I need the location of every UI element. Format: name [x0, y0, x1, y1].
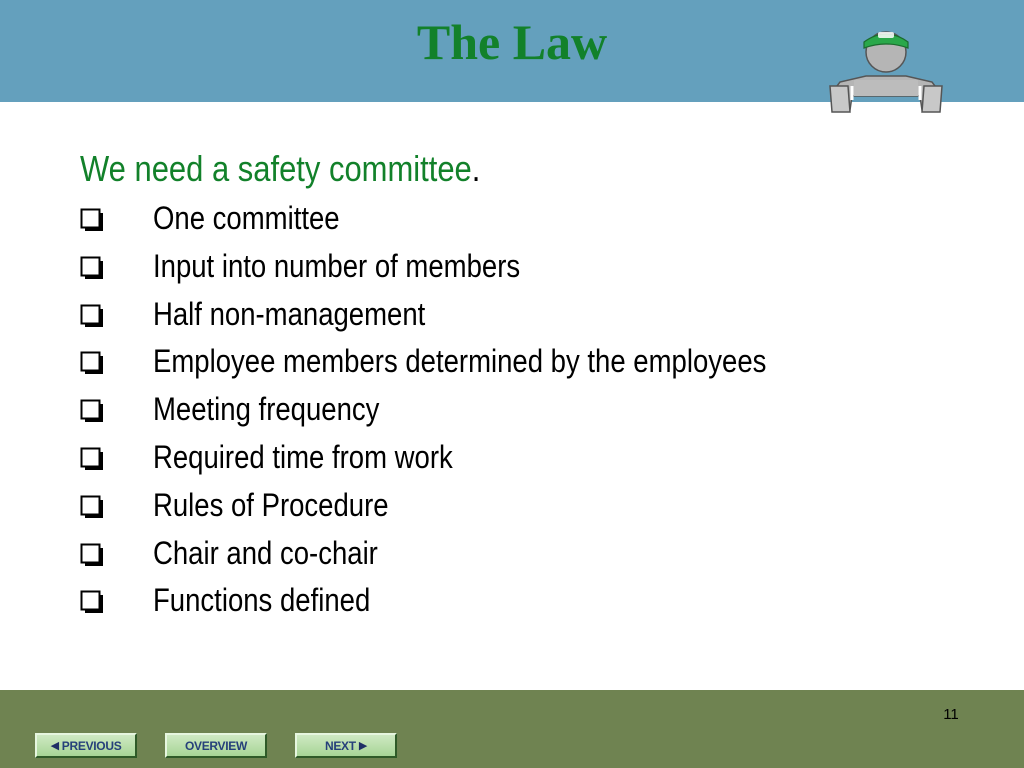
footer-bar	[0, 690, 1024, 768]
list-item	[80, 337, 960, 385]
list-item	[80, 194, 960, 242]
bullet-text: Input into number of members	[153, 247, 521, 284]
checkbox-icon	[80, 351, 104, 375]
worker-with-visor-icon	[826, 20, 946, 116]
slide-title: The Law	[416, 14, 608, 70]
bullet-text: Half non-management	[153, 295, 426, 332]
list-item	[80, 433, 960, 481]
checkbox-icon	[80, 256, 104, 280]
bullet-text: Required time from work	[153, 438, 453, 475]
overview-label: OVERVIEW	[184, 738, 248, 753]
bullet-text: One committee	[153, 200, 340, 236]
next-button[interactable]	[295, 733, 397, 758]
checkbox-icon	[80, 208, 104, 232]
header-bar	[0, 0, 1024, 102]
slide-heading	[80, 144, 837, 194]
list-item	[80, 290, 960, 338]
bullet-text: Employee members determined by the employees	[153, 343, 767, 380]
previous-label: PREVIOUS	[61, 738, 122, 753]
list-item	[80, 385, 960, 433]
left-arrow-icon: ◀	[50, 740, 59, 752]
bullet-text: Functions defined	[153, 582, 371, 619]
page-number: 11	[943, 706, 959, 723]
checkbox-icon	[80, 399, 104, 423]
checkbox-icon	[80, 447, 104, 471]
bullet-list	[80, 194, 960, 624]
bullet-text: Chair and co-chair	[153, 534, 378, 571]
heading-text: We need a safety committee	[80, 148, 472, 189]
bullet-text: Rules of Procedure	[153, 486, 389, 523]
checkbox-icon	[80, 495, 104, 519]
checkbox-icon	[80, 543, 104, 567]
list-item	[80, 481, 960, 529]
heading-period: .	[471, 148, 481, 189]
overview-button[interactable]	[165, 733, 267, 758]
checkbox-icon	[80, 304, 104, 328]
right-arrow-icon: ▶	[358, 740, 368, 752]
slide-content	[80, 144, 960, 624]
list-item	[80, 529, 960, 577]
next-label: NEXT	[324, 738, 356, 753]
checkbox-icon	[80, 590, 104, 614]
previous-button[interactable]	[35, 733, 137, 758]
list-item	[80, 242, 960, 290]
bullet-text: Meeting frequency	[153, 391, 380, 428]
list-item	[80, 576, 960, 624]
